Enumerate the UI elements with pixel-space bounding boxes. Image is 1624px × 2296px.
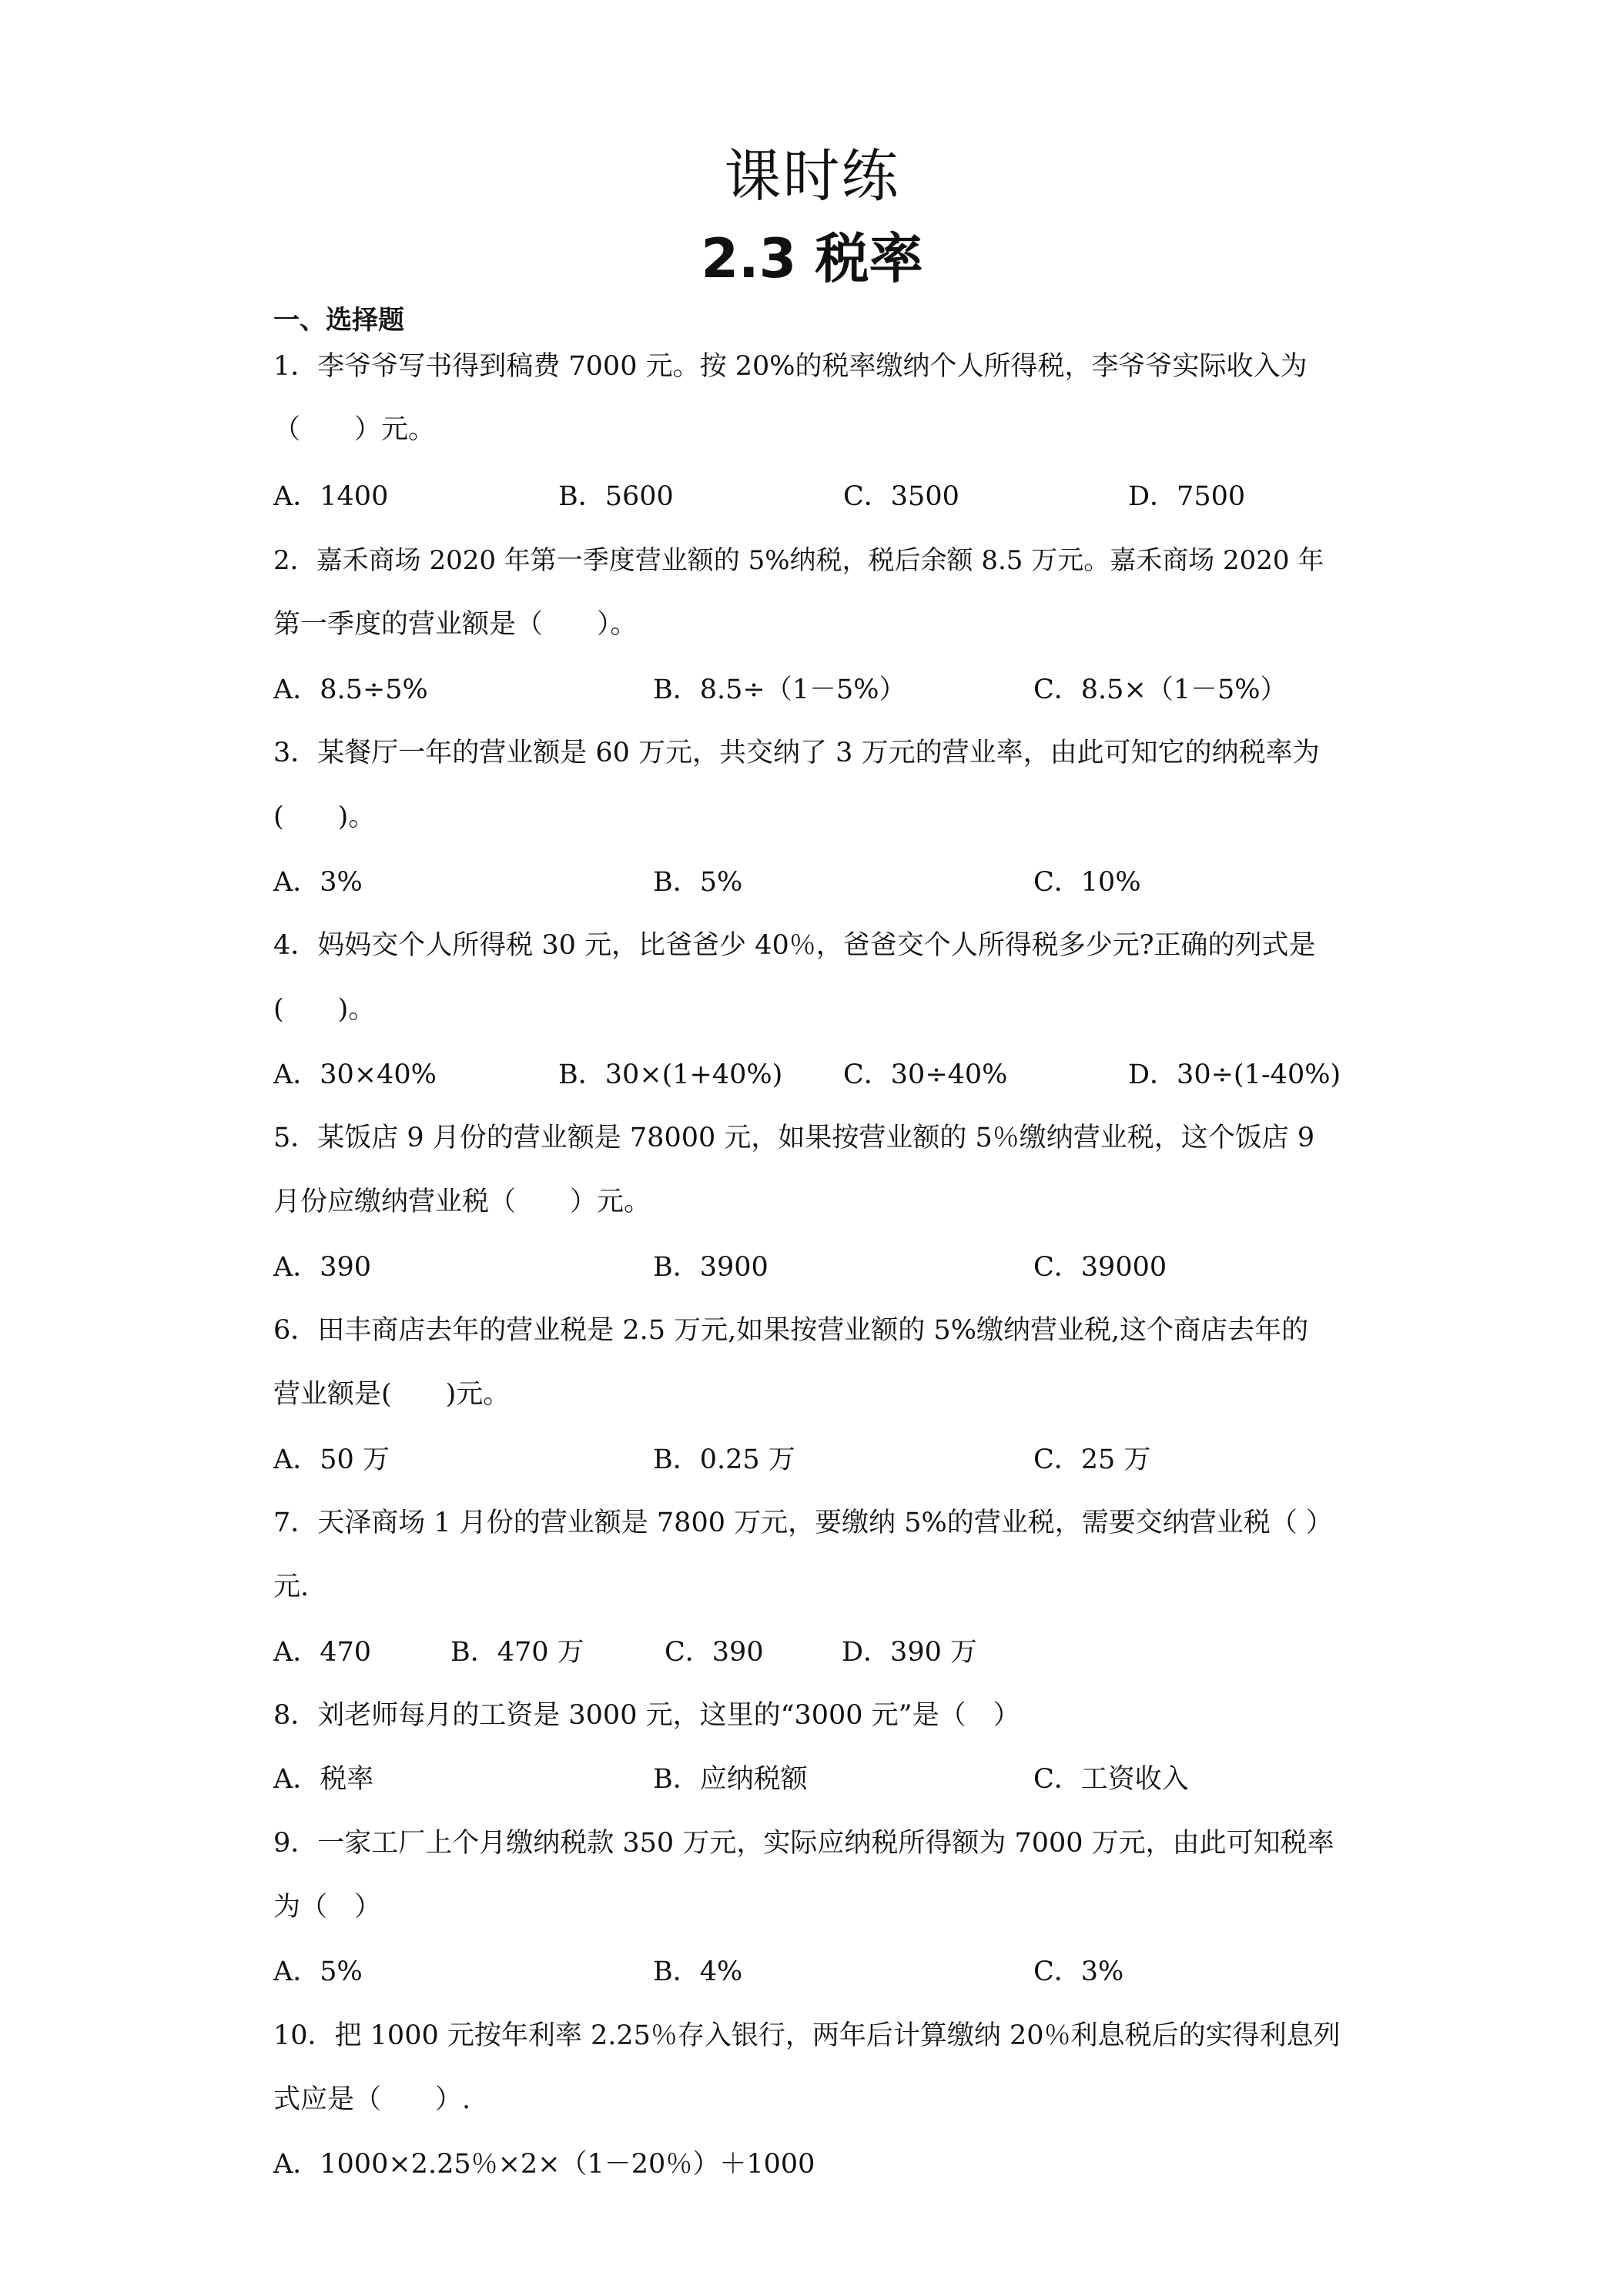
question-3-line-2: ( )。 (273, 802, 376, 832)
question-1-line-2: （ ）元。 (273, 414, 436, 445)
q5-option-b: B．3900 (653, 1252, 768, 1283)
q4-option-c: C．30÷40% (843, 1059, 1008, 1090)
question-3-line-1: 3．某餐厅一年的营业额是 60 万元，共交纳了 3 万元的营业率，由此可知它的纳税率为 (273, 738, 1320, 768)
question-8-line-1: 8．刘老师每月的工资是 3000 元，这里的“3000 元”是（ ） (273, 1700, 1020, 1731)
q3-option-c: C．10% (1033, 867, 1141, 898)
question-9-line-2: 为（ ） (273, 1892, 382, 1923)
page-subtitle: 2.3 税率 (701, 227, 923, 290)
q3-option-a: A．3% (273, 867, 363, 898)
question-2-line-1: 2．嘉禾商场 2020 年第一季度营业额的 5%纳税，税后余额 8.5 万元。嘉禾商场 2020 年 (273, 545, 1324, 576)
q6-option-c: C．25 万 (1033, 1444, 1151, 1475)
q6-option-b: B．0.25 万 (653, 1444, 795, 1475)
q7-option-d: D．390 万 (842, 1637, 977, 1668)
question-10-line-2: 式应是（ ）. (273, 2084, 471, 2115)
q1-option-d: D．7500 (1128, 481, 1246, 512)
question-1-line-1: 1．李爷爷写书得到稿费 7000 元。按 20%的税率缴纳个人所得税，李爷爷实际收入为 (273, 351, 1308, 382)
q7-option-c: C．390 (665, 1637, 764, 1668)
q3-option-b: B．5% (653, 867, 743, 898)
q8-option-a: A．税率 (273, 1764, 374, 1795)
question-7-line-1: 7．天泽商场 1 月份的营业额是 7800 万元，要缴纳 5%的营业税，需要交纳营业税（ ） (273, 1508, 1333, 1538)
q10-option-a: A．1000×2.25％×2×（1－20％）＋1000 (273, 2149, 815, 2180)
q2-option-a: A．8.5÷5% (273, 674, 428, 705)
section-heading: 一、选择题 (273, 305, 404, 336)
q4-option-d: D．30÷(1-40%) (1128, 1059, 1341, 1090)
question-5-line-2: 月份应缴纳营业税（ ）元。 (273, 1186, 651, 1217)
q1-option-c: C．3500 (843, 481, 959, 512)
question-9-line-1: 9．一家工厂上个月缴纳税款 350 万元，实际应纳税所得额为 7000 万元，由此可知税率 (273, 1828, 1334, 1859)
q8-option-c: C．工资收入 (1033, 1764, 1189, 1795)
q4-option-b: B．30×(1+40%) (558, 1059, 783, 1090)
q9-option-c: C．3% (1033, 1956, 1124, 1987)
page-title: 课时练 (724, 143, 900, 209)
question-2-line-2: 第一季度的营业额是（ ）。 (273, 609, 638, 640)
q8-option-b: B．应纳税额 (653, 1764, 808, 1795)
question-10-line-1: 10．把 1000 元按年利率 2.25％存入银行，两年后计算缴纳 20％利息税后的实得利息列 (273, 2020, 1341, 2051)
question-6-line-2: 营业额是( )元。 (273, 1379, 511, 1410)
q4-option-a: A．30×40% (273, 1059, 437, 1090)
q5-option-a: A．390 (273, 1252, 372, 1283)
q6-option-a: A．50 万 (273, 1444, 390, 1475)
question-5-line-1: 5．某饭店 9 月份的营业额是 78000 元，如果按营业额的 5％缴纳营业税，这个饭店 9 (273, 1123, 1315, 1153)
q1-option-b: B．5600 (558, 481, 674, 512)
q5-option-c: C．39000 (1033, 1252, 1167, 1283)
q7-option-b: B．470 万 (450, 1637, 584, 1668)
q9-option-a: A．5% (273, 1956, 363, 1987)
q1-option-a: A．1400 (273, 481, 389, 512)
question-7-line-2: 元. (273, 1571, 310, 1602)
q7-option-a: A．470 (273, 1637, 372, 1668)
question-4-line-1: 4．妈妈交个人所得税 30 元，比爸爸少 40％，爸爸交个人所得税多少元?正确的列式是 (273, 930, 1316, 961)
q9-option-b: B．4% (653, 1956, 743, 1987)
question-4-line-2: ( )。 (273, 994, 376, 1025)
question-6-line-1: 6．田丰商店去年的营业税是 2.5 万元,如果按营业额的 5%缴纳营业税,这个商店去年的 (273, 1315, 1309, 1346)
q2-option-c: C．8.5×（1－5%） (1033, 674, 1287, 705)
q2-option-b: B．8.5÷（1－5%） (653, 674, 906, 705)
